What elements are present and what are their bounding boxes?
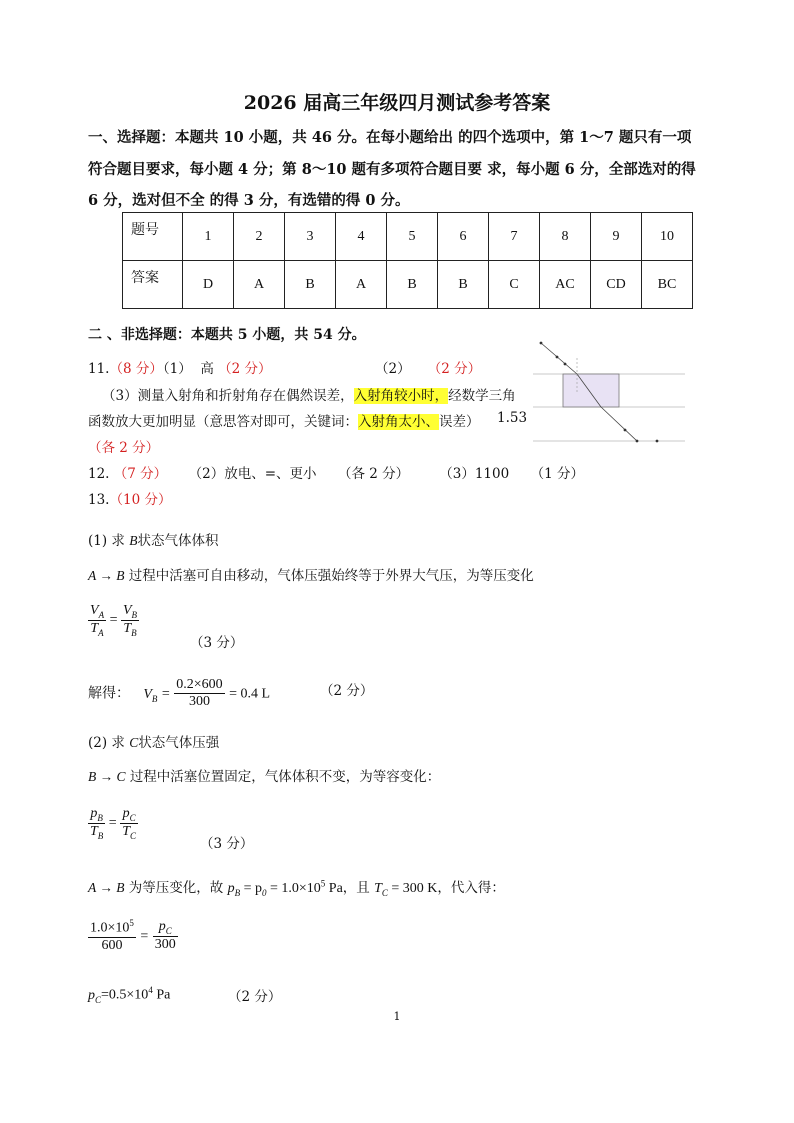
condition-text: ，且 xyxy=(342,880,370,896)
equation-2: $\frac{p_B}{T_B}$ = $\frac{p_C}{T_C}$ xyxy=(90,806,137,841)
pin-point xyxy=(624,429,627,432)
final-unit: Pa xyxy=(152,987,171,1003)
table-header-answer: 答案 xyxy=(123,261,183,309)
q12-part2: （2）放电、=、更小 xyxy=(188,466,317,482)
section1-line2: 符合题目要求，每小题 4 分；第 8～10 题有多项符合题目要 求，每小题 6 分，全部选对的得 xyxy=(88,161,696,178)
glass-block xyxy=(563,374,619,407)
highlight-text: 入射角太小、 xyxy=(358,414,439,430)
q13-s2-title-text: 状态气体压强 xyxy=(138,735,220,751)
page-number: 1 xyxy=(393,1010,401,1023)
q11-line1 xyxy=(88,357,272,377)
tc-expression: $T_C = 300$ K xyxy=(374,881,438,898)
section1-line3: 6 分，选对但不全 的得 3 分，有选错的得 0 分。 xyxy=(88,192,410,209)
table-cell: 7 xyxy=(489,213,540,261)
highlight-text: 入射角较小时， xyxy=(353,388,449,404)
tc-value: = 300 K xyxy=(391,881,438,896)
section1-line1: 一、选择题：本题共 10 小题，共 46 分。在每小题给出 的四个选项中，第 1～7 题只有一项 xyxy=(88,129,692,146)
q13-s2-process xyxy=(88,765,440,785)
table-row-numbers xyxy=(123,213,693,261)
q11-each-score: （各 2 分） xyxy=(88,440,160,456)
q13-score: （10 分） xyxy=(109,492,172,508)
q12-part3: （3）1100 xyxy=(439,466,510,482)
incident-ray xyxy=(541,343,577,374)
q12-number: 12. xyxy=(88,466,110,482)
table-cell: 9 xyxy=(591,213,642,261)
answer-table xyxy=(122,212,693,309)
pin-point xyxy=(556,356,559,359)
page-title: 2026 届高三年级四月测试参考答案 xyxy=(243,92,551,114)
table-cell: 4 xyxy=(336,213,387,261)
q13-s2-var: C xyxy=(129,735,139,750)
table-cell: A xyxy=(336,261,387,309)
table-header-number: 题号 xyxy=(123,213,183,261)
q13-number: 13. xyxy=(88,492,110,508)
table-cell: 1 xyxy=(183,213,234,261)
equation-1-score: （3 分） xyxy=(190,635,244,651)
table-cell: B xyxy=(387,261,438,309)
refraction-diagram xyxy=(533,338,685,448)
pb-value: = 1.0×10 xyxy=(270,881,321,896)
q11-score: （8 分） xyxy=(109,361,163,377)
equation-1: $\frac{V_A}{T_A}$ = $\frac{V_B}{T_B}$ xyxy=(90,603,138,638)
q11-answer1: 高 xyxy=(200,361,214,377)
solve-lhs-var: V xyxy=(143,686,152,702)
condition-text: 为等压变化，故 xyxy=(128,880,224,896)
table-cell: B xyxy=(285,261,336,309)
table-cell: A xyxy=(234,261,285,309)
q13-s1-title-text: (1) 求 xyxy=(88,533,125,549)
pin-point xyxy=(656,440,659,443)
q13-s1-title xyxy=(88,529,218,549)
pin-point xyxy=(540,342,543,345)
table-cell: AC xyxy=(540,261,591,309)
q12-score: （7 分） xyxy=(113,466,168,482)
solve-score: （2 分） xyxy=(320,683,374,699)
pb-unit: Pa xyxy=(325,881,343,896)
q12-line xyxy=(88,462,584,482)
q13-s1-process xyxy=(88,564,534,584)
q11-part3-text: 函数放大更加明显（意思答对即可，关键词： xyxy=(88,414,358,430)
solve-numerator: 0.2×600 xyxy=(176,677,223,692)
table-cell: 6 xyxy=(438,213,489,261)
q11-part3-text: 经数学三角 xyxy=(448,388,516,404)
pin-point xyxy=(636,440,639,443)
emergent-ray xyxy=(601,407,637,441)
table-cell: BC xyxy=(642,261,693,309)
sub-right-denominator: 300 xyxy=(154,936,176,952)
final-result: $p_C=0.5\times 10^4$ Pa xyxy=(88,985,171,1005)
equation-2-score: （3 分） xyxy=(200,836,254,852)
q13-header xyxy=(88,488,171,508)
q11-answer1-score: （2 分） xyxy=(218,361,272,377)
q13-s1-var: B xyxy=(129,533,138,548)
q13-s1-process-text: 过程中活塞可自由移动，气体压强始终等于外界大气压，为等压变化 xyxy=(128,568,534,584)
q13-s1-process-expr: A → B xyxy=(88,568,125,583)
section2-heading: 二 、非选择题：本题共 5 小题，共 54 分。 xyxy=(88,327,366,343)
q11-part3-line2 xyxy=(88,410,480,430)
q13-solve-line: 解得： $V_B$ = $\frac{0.2\times 600}{300}$ = 0.4 L xyxy=(88,677,271,709)
q13-s2-condition xyxy=(88,876,505,898)
solve-fraction xyxy=(174,677,224,710)
q12-part3-score: （1 分） xyxy=(530,466,585,482)
q11-part3-line1 xyxy=(102,384,516,404)
pin-point xyxy=(564,363,567,366)
pb-expression: $p_B = p_0 = 1.0\times 10^5$ Pa xyxy=(227,878,343,898)
q13-s2-title-text: (2) 求 xyxy=(88,735,125,751)
table-cell: 5 xyxy=(387,213,438,261)
condition-text: ，代入得： xyxy=(437,880,505,896)
q13-s1-title-text: 状态气体体积 xyxy=(137,533,219,549)
solve-lhs-sub: B xyxy=(151,693,158,704)
table-row-answers xyxy=(123,261,693,309)
table-cell: C xyxy=(489,261,540,309)
q13-s2-process-text: 过程中活塞位置固定，气体体积不变，为等容变化： xyxy=(129,769,441,785)
q11-part2 xyxy=(375,357,481,377)
table-cell: D xyxy=(183,261,234,309)
q12-part2-score: （各 2 分） xyxy=(338,466,410,482)
q11-part3-text: 误差） xyxy=(439,414,480,430)
table-cell: 10 xyxy=(642,213,693,261)
solve-label: 解得： xyxy=(88,685,130,702)
sub-denominator: 600 xyxy=(101,937,123,953)
table-cell: 3 xyxy=(285,213,336,261)
pb-expr-text: = p xyxy=(243,881,262,896)
q13-s2-title xyxy=(88,731,219,751)
q13-s2-process-expr: B → C xyxy=(88,769,126,784)
solve-lhs xyxy=(143,687,157,702)
final-score: （2 分） xyxy=(228,989,282,1005)
table-cell: B xyxy=(438,261,489,309)
q11-part2-score: （2 分） xyxy=(427,361,482,377)
q11-part3-text: （3）测量入射角和折射角存在偶然误差， xyxy=(102,388,354,404)
sub-numerator: 1.0×10 xyxy=(90,920,130,936)
solve-denominator: 300 xyxy=(188,694,210,709)
q11-part3-value: 1.53 xyxy=(497,410,528,426)
table-cell: 2 xyxy=(234,213,285,261)
final-value: =0.5×10 xyxy=(101,987,149,1003)
final-exponent: 4 xyxy=(148,985,153,995)
sub-exponent: 5 xyxy=(129,918,134,928)
equation-substituted: $\frac{1.0\times 10^5}{600}$ = $\frac{p_C}{300}$ xyxy=(90,918,176,953)
q11-number: 11. xyxy=(88,361,110,377)
condition-process-expr: A → B xyxy=(88,880,125,895)
q11-part2-label: （2） xyxy=(375,361,411,377)
solve-result: = 0.4 L xyxy=(229,686,271,702)
table-cell: CD xyxy=(591,261,642,309)
table-cell: 8 xyxy=(540,213,591,261)
pb-exponent: 5 xyxy=(320,878,326,889)
q11-part1-label: （1） xyxy=(162,361,192,377)
